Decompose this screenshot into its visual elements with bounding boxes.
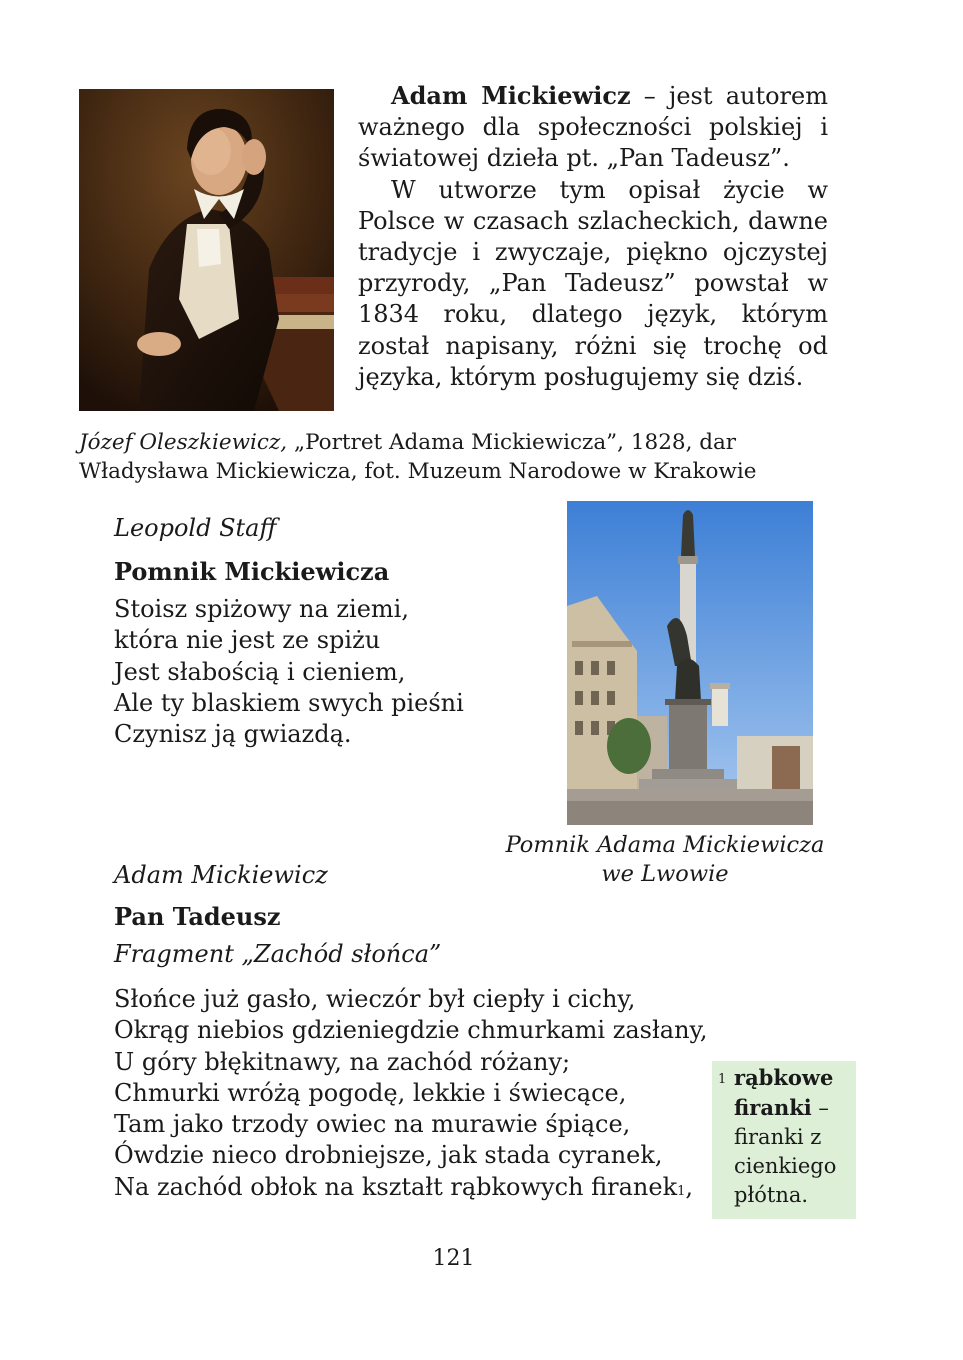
portrait-caption (79, 428, 829, 486)
monument-caption-line: Pomnik Adama Mickiewicza (505, 832, 825, 858)
staff-poem-title: Pomnik Mickiewicza (114, 557, 390, 586)
poem-line: Słońce już gasło, wieczór był ciepły i cichy, (114, 985, 636, 1013)
intro-paragraph-1 (358, 80, 828, 175)
portrait-image (79, 89, 334, 411)
monument-caption (500, 831, 830, 889)
intro-p1-rest: – jest autorem ważnego dla społeczności polskiej i światowej dzieła pt. „Pan Tadeusz”. (358, 82, 828, 173)
footnote-box (712, 1061, 856, 1219)
poem-line: Chmurki wróżą pogodę, lekkie i świecące, (114, 1078, 627, 1107)
poem-line: U góry błękitnawy, na zachód różany; (114, 1047, 571, 1076)
intro-text (358, 80, 828, 393)
poem-line: która nie jest ze spiżu (114, 626, 381, 655)
staff-poem (114, 594, 554, 750)
poem-line: Jest słabością i cieniem, (114, 657, 406, 686)
poem-line: Okrąg niebios gdzieniegdzie chmurkami zasłany, (114, 1016, 708, 1045)
poem-line: Stoisz spiżowy na ziemi, (114, 595, 409, 623)
footnote-number: 1 (718, 1072, 727, 1087)
pan-tadeusz-author: Adam Mickiewicz (114, 861, 328, 889)
pan-tadeusz-title: Pan Tadeusz (114, 902, 281, 931)
poem-line: Ale ty blaskiem swych pieśni (114, 688, 464, 717)
staff-poem-author: Leopold Staff (114, 514, 277, 542)
intro-author: Adam Mickiewicz (391, 81, 631, 110)
poem-line-tail: , (685, 1172, 694, 1201)
monument-photo (567, 501, 813, 825)
poem-line: Ówdzie nieco drobniejsze, jak stada cyranek, (114, 1141, 663, 1170)
pan-tadeusz-poem (114, 984, 714, 1203)
caption-painter: Józef Oleszkiewicz, (79, 430, 288, 455)
footnote-definition: – firanki z cienkiego płótna. (734, 1096, 837, 1207)
intro-paragraph-2: W utworze tym opisał życie w Polsce w czasach szlacheckich, dawne tradycje i zwyczaje, piękno ojczystej przyrody, „Pan Tadeusz” powstał w 1834 roku, dlatego język, którym został napisany, różni się trochę od języka, którym posługujemy się dziś. (358, 175, 828, 391)
footnote-term: rąbkowe firanki (734, 1065, 834, 1120)
footnote-ref: 1 (677, 1183, 686, 1199)
pan-tadeusz-fragment: Fragment „Zachód słońca” (114, 940, 442, 968)
poem-line: Czynisz ją gwiazdą. (114, 720, 352, 749)
poem-line: Tam jako trzody owiec na murawie śpiące, (114, 1110, 631, 1139)
page-number: 121 (432, 1246, 475, 1271)
poem-line-text: Na zachód obłok na kształt rąbkowych firanek (114, 1172, 678, 1201)
poem-line (114, 1172, 714, 1203)
monument-caption-line: we Lwowie (601, 861, 729, 887)
caption-rest: „Portret Adama Mickiewicza”, 1828, dar Władysława Mickiewicza, fot. Muzeum Narodowe w Krakowie (79, 430, 757, 484)
